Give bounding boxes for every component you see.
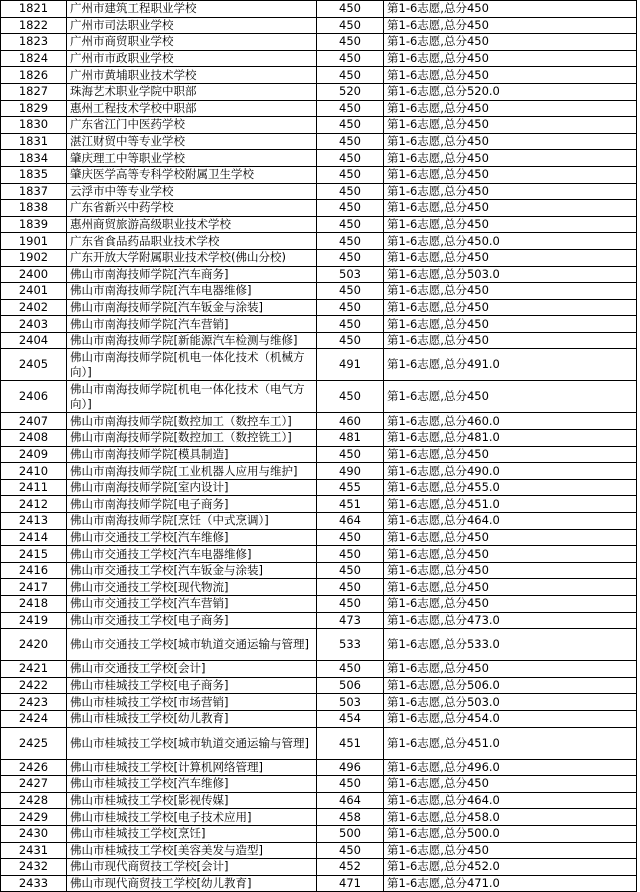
score-cell: 464 xyxy=(317,513,384,530)
code-cell: 2410 xyxy=(1,463,67,480)
table-row xyxy=(1,150,637,167)
code-cell: 2429 xyxy=(1,809,67,826)
note-cell: 第1-6志愿,总分452.0 xyxy=(384,859,637,876)
score-cell: 496 xyxy=(317,759,384,776)
score-cell: 450 xyxy=(317,579,384,596)
code-cell: 2418 xyxy=(1,596,67,613)
table-row xyxy=(1,50,637,67)
table-row xyxy=(1,216,637,233)
school-cell: 肇庆医学高等专科学校附属卫生学校 xyxy=(67,166,317,183)
table-row xyxy=(1,67,637,84)
school-cell: 广州市商贸职业学校 xyxy=(67,34,317,51)
school-cell: 佛山市桂城技工学校[计算机网络管理] xyxy=(67,759,317,776)
school-cell: 佛山市南海技师学院[汽车钣金与涂装] xyxy=(67,299,317,316)
school-cell: 佛山市交通技工学校[城市轨道交通运输与管理] xyxy=(67,629,317,661)
note-cell: 第1-6志愿,总分500.0 xyxy=(384,825,637,842)
table-row xyxy=(1,332,637,349)
code-cell: 1835 xyxy=(1,166,67,183)
school-cell: 佛山市南海技师学院[模具制造] xyxy=(67,446,317,463)
table-row xyxy=(1,381,637,413)
note-cell: 第1-6志愿,总分450 xyxy=(384,150,637,167)
note-cell: 第1-6志愿,总分450 xyxy=(384,100,637,117)
table-row xyxy=(1,809,637,826)
code-cell: 2428 xyxy=(1,792,67,809)
table-row xyxy=(1,513,637,530)
note-cell: 第1-6志愿,总分450 xyxy=(384,299,637,316)
code-cell: 1901 xyxy=(1,233,67,250)
score-cell: 464 xyxy=(317,792,384,809)
score-cell: 533 xyxy=(317,629,384,661)
table-row xyxy=(1,166,637,183)
code-cell: 2425 xyxy=(1,727,67,759)
code-cell: 2431 xyxy=(1,842,67,859)
school-cell: 佛山市桂城技工学校[电子技术应用] xyxy=(67,809,317,826)
code-cell: 2417 xyxy=(1,579,67,596)
school-cell: 广州市建筑工程职业学校 xyxy=(67,1,317,18)
code-cell: 2405 xyxy=(1,349,67,381)
code-cell: 2427 xyxy=(1,776,67,793)
table-row xyxy=(1,349,637,381)
score-cell: 450 xyxy=(317,50,384,67)
school-cell: 佛山市南海技师学院[工业机器人应用与维护] xyxy=(67,463,317,480)
code-cell: 1830 xyxy=(1,117,67,134)
school-cell: 佛山市南海技师学院[电子商务] xyxy=(67,496,317,513)
table-row xyxy=(1,17,637,34)
table-body xyxy=(1,1,637,892)
school-cell: 佛山市桂城技工学校[电子商务] xyxy=(67,677,317,694)
score-cell: 520 xyxy=(317,83,384,100)
note-cell: 第1-6志愿,总分455.0 xyxy=(384,479,637,496)
school-cell: 佛山市南海技师学院[新能源汽车检测与维修] xyxy=(67,332,317,349)
score-cell: 452 xyxy=(317,859,384,876)
code-cell: 1829 xyxy=(1,100,67,117)
school-cell: 佛山市南海技师学院[数控加工（数控铣工）] xyxy=(67,430,317,447)
school-cell: 广东省新兴中药学校 xyxy=(67,200,317,217)
score-cell: 450 xyxy=(317,776,384,793)
table-row xyxy=(1,299,637,316)
note-cell: 第1-6志愿,总分450 xyxy=(384,1,637,18)
note-cell: 第1-6志愿,总分450 xyxy=(384,661,637,678)
table-row xyxy=(1,629,637,661)
code-cell: 2406 xyxy=(1,381,67,413)
score-cell: 450 xyxy=(317,529,384,546)
note-cell: 第1-6志愿,总分450 xyxy=(384,332,637,349)
score-cell: 491 xyxy=(317,349,384,381)
score-cell: 450 xyxy=(317,183,384,200)
score-cell: 506 xyxy=(317,677,384,694)
note-cell: 第1-6志愿,总分450 xyxy=(384,17,637,34)
score-cell: 460 xyxy=(317,413,384,430)
table-row xyxy=(1,529,637,546)
school-cell: 佛山市交通技工学校[电子商务] xyxy=(67,612,317,629)
note-cell: 第1-6志愿,总分450 xyxy=(384,34,637,51)
code-cell: 2430 xyxy=(1,825,67,842)
table-row xyxy=(1,249,637,266)
note-cell: 第1-6志愿,总分450 xyxy=(384,842,637,859)
table-row xyxy=(1,825,637,842)
table-row xyxy=(1,546,637,563)
table-row xyxy=(1,133,637,150)
score-cell: 450 xyxy=(317,17,384,34)
table-row xyxy=(1,183,637,200)
code-cell: 1902 xyxy=(1,249,67,266)
school-cell: 佛山市桂城技工学校[影视传媒] xyxy=(67,792,317,809)
score-cell: 450 xyxy=(317,299,384,316)
school-cell: 佛山市交通技工学校[汽车维修] xyxy=(67,529,317,546)
school-cell: 佛山市交通技工学校[汽车钣金与涂装] xyxy=(67,562,317,579)
code-cell: 1827 xyxy=(1,83,67,100)
table-row xyxy=(1,413,637,430)
table-row xyxy=(1,710,637,727)
note-cell: 第1-6志愿,总分454.0 xyxy=(384,710,637,727)
note-cell: 第1-6志愿,总分503.0 xyxy=(384,694,637,711)
score-cell: 450 xyxy=(317,546,384,563)
note-cell: 第1-6志愿,总分450 xyxy=(384,133,637,150)
school-cell: 广东省食品药品职业技术学校 xyxy=(67,233,317,250)
table-row xyxy=(1,562,637,579)
note-cell: 第1-6志愿,总分450 xyxy=(384,446,637,463)
school-cell: 佛山市交通技工学校[现代物流] xyxy=(67,579,317,596)
code-cell: 2426 xyxy=(1,759,67,776)
code-cell: 2416 xyxy=(1,562,67,579)
school-cell: 佛山市桂城技工学校[美容美发与造型] xyxy=(67,842,317,859)
table-row xyxy=(1,859,637,876)
code-cell: 1837 xyxy=(1,183,67,200)
school-cell: 广州市市政职业学校 xyxy=(67,50,317,67)
score-cell: 450 xyxy=(317,1,384,18)
score-cell: 450 xyxy=(317,67,384,84)
note-cell: 第1-6志愿,总分450 xyxy=(384,249,637,266)
code-cell: 2420 xyxy=(1,629,67,661)
code-cell: 2423 xyxy=(1,694,67,711)
code-cell: 1826 xyxy=(1,67,67,84)
code-cell: 1824 xyxy=(1,50,67,67)
note-cell: 第1-6志愿,总分450 xyxy=(384,166,637,183)
score-cell: 450 xyxy=(317,661,384,678)
table-row xyxy=(1,117,637,134)
note-cell: 第1-6志愿,总分503.0 xyxy=(384,266,637,283)
school-cell: 佛山市桂城技工学校[烹饪] xyxy=(67,825,317,842)
score-cell: 471 xyxy=(317,875,384,892)
note-cell: 第1-6志愿,总分450 xyxy=(384,183,637,200)
table-row xyxy=(1,100,637,117)
school-cell: 佛山市桂城技工学校[市场营销] xyxy=(67,694,317,711)
code-cell: 2408 xyxy=(1,430,67,447)
score-cell: 450 xyxy=(317,332,384,349)
table-row xyxy=(1,283,637,300)
code-cell: 1839 xyxy=(1,216,67,233)
table-row xyxy=(1,266,637,283)
note-cell: 第1-6志愿,总分450.0 xyxy=(384,233,637,250)
school-cell: 佛山市桂城技工学校[城市轨道交通运输与管理] xyxy=(67,727,317,759)
school-cell: 佛山市交通技工学校[汽车营销] xyxy=(67,596,317,613)
note-cell: 第1-6志愿,总分450 xyxy=(384,776,637,793)
code-cell: 2403 xyxy=(1,316,67,333)
code-cell: 2407 xyxy=(1,413,67,430)
note-cell: 第1-6志愿,总分464.0 xyxy=(384,513,637,530)
school-cell: 佛山市南海技师学院[汽车商务] xyxy=(67,266,317,283)
table-row xyxy=(1,479,637,496)
table-row xyxy=(1,83,637,100)
school-cell: 佛山市现代商贸技工学校[幼儿教育] xyxy=(67,875,317,892)
score-cell: 451 xyxy=(317,496,384,513)
table-row xyxy=(1,579,637,596)
school-cell: 佛山市南海技师学院[数控加工（数控车工）] xyxy=(67,413,317,430)
note-cell: 第1-6志愿,总分450 xyxy=(384,596,637,613)
code-cell: 1838 xyxy=(1,200,67,217)
school-cell: 惠州工程技术学校中职部 xyxy=(67,100,317,117)
score-cell: 450 xyxy=(317,34,384,51)
code-cell: 2404 xyxy=(1,332,67,349)
table-row xyxy=(1,677,637,694)
note-cell: 第1-6志愿,总分450 xyxy=(384,529,637,546)
code-cell: 1831 xyxy=(1,133,67,150)
note-cell: 第1-6志愿,总分450 xyxy=(384,381,637,413)
note-cell: 第1-6志愿,总分491.0 xyxy=(384,349,637,381)
school-cell: 湛江财贸中等专业学校 xyxy=(67,133,317,150)
code-cell: 1823 xyxy=(1,34,67,51)
school-cell: 广州市黄埔职业技术学校 xyxy=(67,67,317,84)
note-cell: 第1-6志愿,总分496.0 xyxy=(384,759,637,776)
note-cell: 第1-6志愿,总分450 xyxy=(384,579,637,596)
note-cell: 第1-6志愿,总分481.0 xyxy=(384,430,637,447)
table-row xyxy=(1,463,637,480)
code-cell: 2414 xyxy=(1,529,67,546)
table-row xyxy=(1,200,637,217)
table-row xyxy=(1,661,637,678)
school-cell: 云浮市中等专业学校 xyxy=(67,183,317,200)
score-cell: 450 xyxy=(317,216,384,233)
score-cell: 500 xyxy=(317,825,384,842)
score-cell: 450 xyxy=(317,842,384,859)
school-cell: 佛山市交通技工学校[会计] xyxy=(67,661,317,678)
note-cell: 第1-6志愿,总分450 xyxy=(384,117,637,134)
school-cell: 广州市司法职业学校 xyxy=(67,17,317,34)
school-cell: 佛山市南海技师学院[烹饪（中式烹调）] xyxy=(67,513,317,530)
code-cell: 2433 xyxy=(1,875,67,892)
score-cell: 450 xyxy=(317,596,384,613)
score-cell: 481 xyxy=(317,430,384,447)
note-cell: 第1-6志愿,总分460.0 xyxy=(384,413,637,430)
score-cell: 451 xyxy=(317,727,384,759)
table-row xyxy=(1,792,637,809)
score-cell: 455 xyxy=(317,479,384,496)
code-cell: 2401 xyxy=(1,283,67,300)
code-cell: 2421 xyxy=(1,661,67,678)
school-cell: 广东省江门中医药学校 xyxy=(67,117,317,134)
score-cell: 450 xyxy=(317,150,384,167)
code-cell: 2422 xyxy=(1,677,67,694)
note-cell: 第1-6志愿,总分450 xyxy=(384,216,637,233)
table-row xyxy=(1,776,637,793)
code-cell: 1822 xyxy=(1,17,67,34)
score-cell: 454 xyxy=(317,710,384,727)
table-row xyxy=(1,596,637,613)
code-cell: 2412 xyxy=(1,496,67,513)
school-cell: 佛山市南海技师学院[汽车营销] xyxy=(67,316,317,333)
school-cell: 惠州商贸旅游高级职业技术学校 xyxy=(67,216,317,233)
code-cell: 2419 xyxy=(1,612,67,629)
table-row xyxy=(1,316,637,333)
note-cell: 第1-6志愿,总分458.0 xyxy=(384,809,637,826)
table-row xyxy=(1,430,637,447)
score-cell: 450 xyxy=(317,249,384,266)
school-cell: 佛山市南海技师学院[室内设计] xyxy=(67,479,317,496)
code-cell: 1834 xyxy=(1,150,67,167)
table-row xyxy=(1,1,637,18)
code-cell: 2409 xyxy=(1,446,67,463)
score-cell: 503 xyxy=(317,694,384,711)
school-cell: 广东开放大学附属职业技术学校(佛山分校) xyxy=(67,249,317,266)
score-cell: 473 xyxy=(317,612,384,629)
table-row xyxy=(1,727,637,759)
note-cell: 第1-6志愿,总分450 xyxy=(384,562,637,579)
score-cell: 450 xyxy=(317,166,384,183)
table-row xyxy=(1,34,637,51)
table-row xyxy=(1,875,637,892)
note-cell: 第1-6志愿,总分451.0 xyxy=(384,727,637,759)
table-row xyxy=(1,233,637,250)
code-cell: 2402 xyxy=(1,299,67,316)
note-cell: 第1-6志愿,总分464.0 xyxy=(384,792,637,809)
score-cell: 450 xyxy=(317,133,384,150)
score-cell: 450 xyxy=(317,381,384,413)
table-row xyxy=(1,759,637,776)
code-cell: 2411 xyxy=(1,479,67,496)
note-cell: 第1-6志愿,总分533.0 xyxy=(384,629,637,661)
school-cell: 佛山市南海技师学院[机电一体化技术（电气方向）] xyxy=(67,381,317,413)
table-row xyxy=(1,612,637,629)
score-cell: 490 xyxy=(317,463,384,480)
note-cell: 第1-6志愿,总分450 xyxy=(384,50,637,67)
note-cell: 第1-6志愿,总分490.0 xyxy=(384,463,637,480)
table-row xyxy=(1,842,637,859)
code-cell: 2413 xyxy=(1,513,67,530)
school-cell: 佛山市现代商贸技工学校[会计] xyxy=(67,859,317,876)
table-row xyxy=(1,694,637,711)
score-cell: 450 xyxy=(317,283,384,300)
note-cell: 第1-6志愿,总分471.0 xyxy=(384,875,637,892)
school-cell: 肇庆理工中等职业学校 xyxy=(67,150,317,167)
score-cell: 450 xyxy=(317,446,384,463)
score-cell: 450 xyxy=(317,100,384,117)
school-cell: 珠海艺术职业学院中职部 xyxy=(67,83,317,100)
school-cell: 佛山市交通技工学校[汽车电器维修] xyxy=(67,546,317,563)
code-cell: 1821 xyxy=(1,1,67,18)
score-cell: 450 xyxy=(317,562,384,579)
score-cell: 450 xyxy=(317,316,384,333)
school-cell: 佛山市南海技师学院[汽车电器维修] xyxy=(67,283,317,300)
score-cell: 450 xyxy=(317,117,384,134)
note-cell: 第1-6志愿,总分450 xyxy=(384,67,637,84)
score-cell: 450 xyxy=(317,200,384,217)
score-cell: 450 xyxy=(317,233,384,250)
note-cell: 第1-6志愿,总分450 xyxy=(384,283,637,300)
school-cell: 佛山市桂城技工学校[汽车维修] xyxy=(67,776,317,793)
code-cell: 2415 xyxy=(1,546,67,563)
score-cell: 458 xyxy=(317,809,384,826)
note-cell: 第1-6志愿,总分450 xyxy=(384,316,637,333)
code-cell: 2432 xyxy=(1,859,67,876)
note-cell: 第1-6志愿,总分520.0 xyxy=(384,83,637,100)
table-row xyxy=(1,496,637,513)
note-cell: 第1-6志愿,总分506.0 xyxy=(384,677,637,694)
school-cell: 佛山市南海技师学院[机电一体化技术（机械方向）] xyxy=(67,349,317,381)
note-cell: 第1-6志愿,总分451.0 xyxy=(384,496,637,513)
score-cell: 503 xyxy=(317,266,384,283)
note-cell: 第1-6志愿,总分450 xyxy=(384,200,637,217)
code-cell: 2424 xyxy=(1,710,67,727)
table-row xyxy=(1,446,637,463)
code-cell: 2400 xyxy=(1,266,67,283)
note-cell: 第1-6志愿,总分473.0 xyxy=(384,612,637,629)
note-cell: 第1-6志愿,总分450 xyxy=(384,546,637,563)
school-cell: 佛山市桂城技工学校[幼儿教育] xyxy=(67,710,317,727)
